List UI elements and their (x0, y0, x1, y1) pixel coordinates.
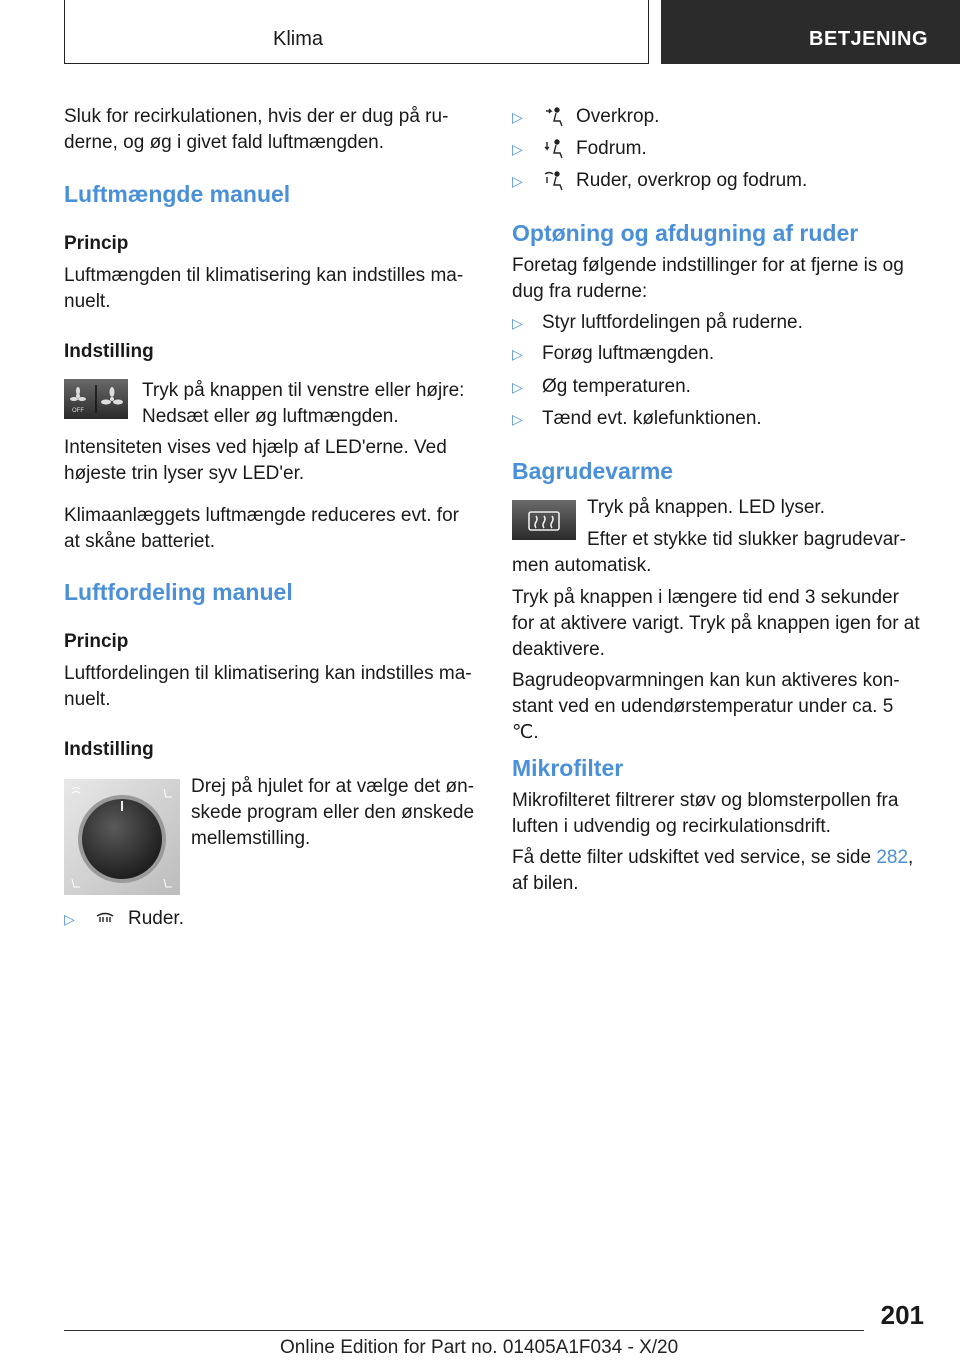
bullet-alle-label: Ruder, overkrop og fodrum. (576, 170, 808, 191)
footwell-mode-icon (542, 138, 564, 160)
footer-divider (64, 1330, 864, 1331)
bagrude2-line-2: for at aktivere varigt. Tryk på knappen igen for at (512, 613, 920, 634)
all-zones-mode-icon (542, 170, 564, 192)
intro-line-2: derne, og øg i givet fald luftmængden. (64, 132, 385, 153)
step-2-label: Forøg luftmængden. (542, 343, 715, 364)
dial-text-line-1: Drej på hjulet for at vælge det øn- (191, 776, 475, 797)
step-2 (512, 341, 714, 367)
princip2-line-2: nuelt. (64, 689, 111, 710)
step-1-label: Styr luftfordelingen på ruderne. (542, 312, 803, 333)
mikro1-line-2: luften i udvendig og recirkulationsdrift. (512, 816, 831, 837)
step-3 (512, 374, 691, 400)
bullet-ruder-label: Ruder. (128, 908, 184, 929)
optoning-line-2: dug fra ruderne: (512, 281, 648, 302)
bullet-overkrop-label: Overkrop. (576, 106, 660, 127)
bullet-overkrop (512, 104, 659, 130)
princip1-line-1: Luftmængden til klimatisering kan indstilles ma- (64, 265, 464, 286)
bagrude2-line-1: Tryk på knappen i længere tid end 3 sekunder (512, 587, 899, 608)
heading-luftmaengde: Luftmængde manuel (64, 181, 291, 207)
fan-text-line-2: Nedsæt eller øg luftmængden. (142, 406, 399, 427)
triangle-bullet-icon: ▷ (512, 346, 523, 362)
bullet-ruder (64, 906, 184, 932)
heading-optoning: Optøning og afdugning af ruder (512, 220, 859, 246)
page-link-282[interactable]: 282 (876, 847, 909, 868)
step-4 (512, 406, 762, 432)
fan-text-line-1: Tryk på knappen til venstre eller højre: (142, 380, 465, 401)
upper-body-mode-icon (542, 106, 564, 128)
mikro2-comma: , (908, 847, 914, 868)
heading-bagrude: Bagrudevarme (512, 458, 674, 484)
windshield-mode-icon (94, 908, 116, 930)
heading-princip-2: Princip (64, 631, 129, 652)
triangle-bullet-icon: ▷ (512, 379, 523, 395)
heading-indstilling-1: Indstilling (64, 341, 154, 362)
triangle-bullet-icon: ▷ (64, 911, 75, 927)
princip2-line-1: Luftfordelingen til klimatisering kan indstilles ma- (64, 663, 472, 684)
fan-off-label: OFF (72, 408, 84, 414)
bagrude3-line-1: Bagrudeopvarmningen kan kun aktiveres kon- (512, 670, 900, 691)
bagrude3-line-2: stant ved en udendørstemperatur under ca. 5 ℃. (512, 696, 894, 743)
bagrude-line-b: Efter et stykke tid slukker bagrudevar- (587, 529, 906, 550)
footer-edition: Online Edition for Part no. 01405A1F034 - X/20 (280, 1337, 679, 1358)
header-chapter-box (661, 0, 960, 64)
header-left-box (64, 0, 649, 64)
dial-text-line-3: mellemstilling. (191, 828, 311, 849)
header-section-title: Klima (272, 28, 323, 50)
optoning-line-1: Foretag følgende indstillinger for at fjerne is og (512, 255, 904, 276)
heading-luftfordeling: Luftfordeling manuel (64, 579, 293, 605)
triangle-bullet-icon: ▷ (512, 109, 523, 125)
mikro2-line-1 (512, 845, 913, 871)
distribution-dial-image (64, 779, 180, 895)
step-1 (512, 310, 803, 336)
bullet-fodrum-label: Fodrum. (576, 138, 647, 159)
reduce-line-1: Klimaanlæggets luftmængde reduceres evt. for (64, 505, 459, 526)
triangle-bullet-icon: ▷ (512, 173, 523, 189)
heading-mikrofilter: Mikrofilter (512, 755, 624, 781)
bullet-alle (512, 168, 807, 194)
bagrude2-line-3: deaktivere. (512, 639, 605, 660)
bullet-fodrum (512, 136, 647, 162)
mikro2-line-2: af bilen. (512, 873, 579, 894)
led-line-1: Intensiteten vises ved hjælp af LED'erne. Ved (64, 437, 447, 458)
intro-line-1: Sluk for recirkulationen, hvis der er dug på ru- (64, 106, 449, 127)
triangle-bullet-icon: ▷ (512, 141, 523, 157)
heading-indstilling-2: Indstilling (64, 739, 154, 760)
step-4-label: Tænd evt. kølefunktionen. (542, 408, 762, 429)
rear-defrost-button-image (512, 500, 576, 540)
bagrude-line-a: Tryk på knappen. LED lyser. (587, 497, 825, 518)
triangle-bullet-icon: ▷ (512, 411, 523, 427)
mikro1-line-1: Mikrofilteret filtrerer støv og blomsterpollen fra (512, 790, 899, 811)
bagrude-line-c: men automatisk. (512, 555, 652, 576)
heading-princip-1: Princip (64, 233, 129, 254)
dial-text-line-2: skede program eller den ønskede (191, 802, 475, 823)
page-number: 201 (880, 1300, 924, 1330)
led-line-2: højeste trin lyser syv LED'er. (64, 463, 305, 484)
fan-button-image (64, 379, 128, 419)
header-chapter-title: BETJENING (809, 28, 928, 50)
triangle-bullet-icon: ▷ (512, 315, 523, 331)
mikro2-text: Få dette filter udskiftet ved service, se side (512, 847, 877, 868)
princip1-line-2: nuelt. (64, 291, 111, 312)
step-3-label: Øg temperaturen. (542, 376, 691, 397)
reduce-line-2: at skåne batteriet. (64, 531, 216, 552)
